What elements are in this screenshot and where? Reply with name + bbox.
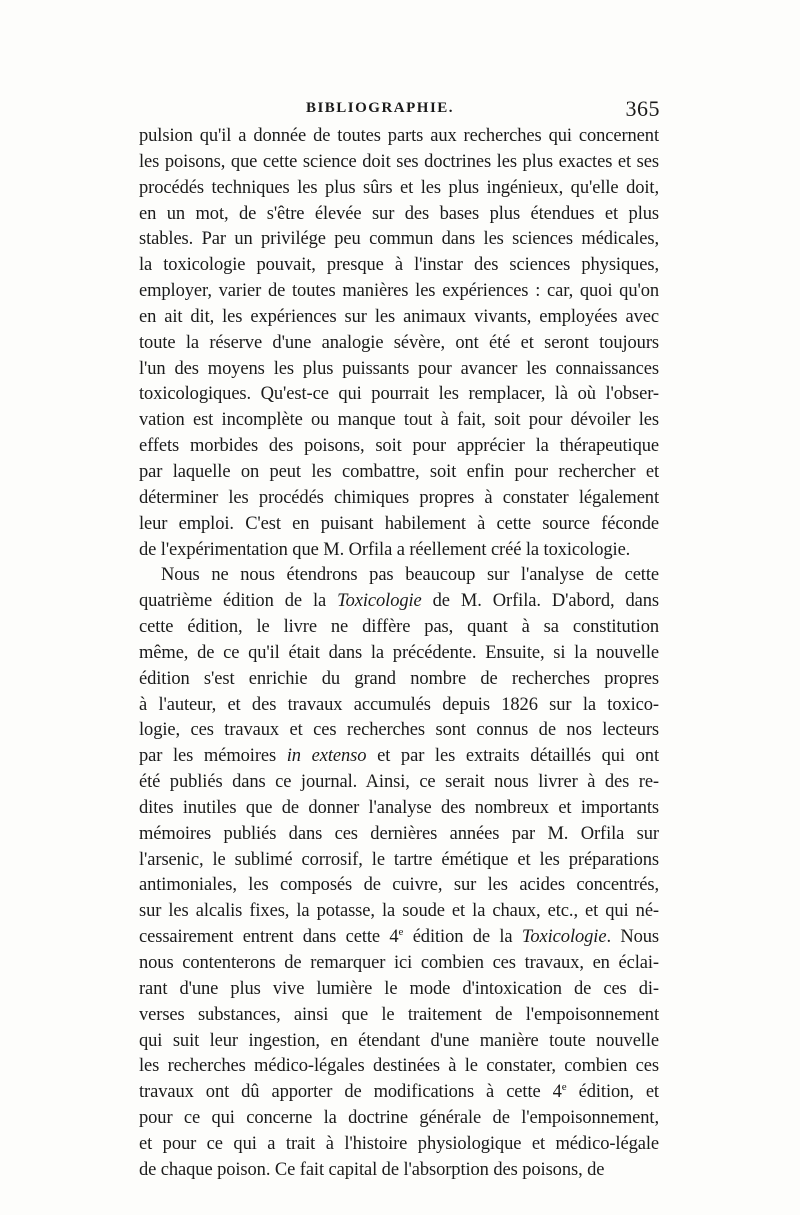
text-run: dites inutiles que de donner l'analyse des nombreux et importants	[139, 797, 659, 818]
text-run: qui suit leur ingestion, en étendant d'une manière toute nouvelle	[139, 1030, 659, 1051]
text-run: pulsion qu'il a donnée de toutes parts aux recherches qui concernent	[139, 126, 659, 146]
text-run: employer, varier de toutes manières les expériences : car, quoi qu'on	[139, 281, 659, 302]
text-line	[139, 253, 659, 279]
text-run: effets morbides des poisons, soit pour apprécier la thérapeutique	[139, 436, 659, 457]
text-run: l'arsenic, le sublimé corrosif, le tartre émétique et les préparations	[139, 849, 659, 870]
text-run: par les mémoires	[139, 746, 287, 767]
text-run: édition, et	[566, 1082, 659, 1103]
text-line	[139, 744, 659, 770]
text-line	[139, 124, 659, 150]
text-run: déterminer les procédés chimiques propres à constater légalement	[139, 487, 659, 508]
text-run: les recherches médico-légales destinées à le constater, combien ces	[139, 1056, 659, 1077]
text-run: et pour ce qui a trait à l'histoire physiologique et médico-légale	[139, 1133, 659, 1154]
text-line	[139, 899, 659, 925]
text-line	[139, 848, 659, 874]
text-run: rant d'une plus vive lumière le mode d'intoxication de ces di-	[139, 978, 659, 999]
text-line	[139, 460, 659, 486]
text-line	[139, 1106, 659, 1132]
text-run: les poisons, que cette science doit ses doctrines les plus exactes et ses	[139, 151, 659, 172]
text-run: édition s'est enrichie du grand nombre de recherches propres	[139, 668, 659, 689]
text-line	[139, 718, 659, 744]
text-line	[139, 563, 659, 589]
text-line	[139, 357, 659, 383]
text-run: logie, ces travaux et ces recherches sont connus de nos lecteurs	[139, 720, 659, 741]
text-line	[139, 202, 659, 228]
text-line	[139, 951, 659, 977]
text-line	[139, 512, 659, 538]
text-run: en un mot, de s'être élevée sur des bases plus étendues et plus	[139, 203, 659, 224]
text-run: cessairement entrent dans cette 4	[139, 927, 399, 948]
text-run: toute la réserve d'une analogie sévère, ont été et seront toujours	[139, 332, 659, 353]
text-line	[139, 408, 659, 434]
text-run: Nous ne nous étendrons pas beaucoup sur l'analyse de cette	[161, 565, 659, 586]
text-line	[139, 150, 659, 176]
italic-text: Toxicologie	[337, 591, 422, 612]
text-run: même, de ce qu'il était dans la précédente. Ensuite, si la nouvelle	[139, 642, 659, 663]
superscript: e	[561, 1081, 567, 1094]
text-run: sur les alcalis fixes, la potasse, la soude et la chaux, etc., et qui né-	[139, 901, 659, 922]
text-line	[139, 305, 659, 331]
text-run: et par les extraits détaillés qui ont	[366, 746, 659, 767]
text-line	[139, 770, 659, 796]
text-run: procédés techniques les plus sûrs et les plus ingénieux, qu'elle doit,	[139, 177, 659, 198]
text-run: été publiés dans ce journal. Ainsi, ce serait nous livrer à des re-	[139, 772, 659, 793]
text-line	[139, 1054, 659, 1080]
text-line	[139, 486, 659, 512]
text-line	[139, 1132, 659, 1158]
page-number: 365	[625, 96, 660, 121]
text-line	[139, 796, 659, 822]
text-run: vation est incomplète ou manque tout à fait, soit pour dévoiler les	[139, 410, 659, 431]
text-line	[139, 1158, 659, 1184]
text-line	[139, 382, 659, 408]
text-run: la toxicologie pouvait, presque à l'instar des sciences physiques,	[139, 255, 659, 276]
text-line	[139, 538, 659, 564]
text-run: de M. Orfila. D'abord, dans	[421, 591, 659, 612]
text-run: leur emploi. C'est en puisant habilement à cette source féconde	[139, 513, 659, 534]
text-run: . Nous	[606, 927, 659, 948]
text-line	[139, 693, 659, 719]
text-run: de chaque poison. Ce fait capital de l'absorption des poisons, de	[139, 1159, 605, 1180]
text-line	[139, 1003, 659, 1029]
body-text	[139, 124, 659, 1184]
text-line	[139, 176, 659, 202]
running-title: BIBLIOGRAPHIE.	[305, 100, 455, 116]
text-run: de l'expérimentation que M. Orfila a réellement créé la toxicologie.	[139, 539, 631, 560]
italic-text: Toxicologie	[521, 927, 607, 948]
text-run: cette édition, le livre ne diffère pas, quant à sa constitution	[139, 617, 659, 638]
text-line	[139, 434, 659, 460]
text-run: par laquelle on peut les combattre, soit enfin pour rechercher et	[139, 461, 659, 482]
text-line	[139, 227, 659, 253]
text-line	[139, 1029, 659, 1055]
text-run: édition de la	[403, 927, 522, 948]
text-line	[139, 331, 659, 357]
text-run: toxicologiques. Qu'est-ce qui pourrait les remplacer, là où l'obser-	[139, 384, 659, 405]
text-run: en ait dit, les expériences sur les animaux vivants, employées avec	[139, 306, 659, 327]
text-run: pour ce qui concerne la doctrine générale de l'empoisonnement,	[139, 1108, 659, 1129]
text-line	[139, 615, 659, 641]
text-line	[139, 279, 659, 305]
text-run: antimoniales, les composés de cuivre, sur les acides concentrés,	[139, 875, 659, 896]
text-run: stables. Par un privilége peu commun dans les sciences médicales,	[139, 229, 659, 250]
text-run: nous contenterons de remarquer ici combien ces travaux, en éclai-	[139, 953, 659, 973]
text-line	[139, 977, 659, 1003]
text-line	[139, 1080, 659, 1106]
text-run: l'un des moyens les plus puissants pour avancer les connaissances	[139, 358, 659, 379]
text-run: mémoires publiés dans ces dernières années par M. Orfila sur	[139, 823, 659, 844]
text-run: à l'auteur, et des travaux accumulés depuis 1826 sur la toxico-	[139, 694, 659, 715]
text-run: travaux ont dû apporter de modifications à cette 4	[139, 1082, 562, 1103]
text-line	[139, 641, 659, 667]
text-line	[139, 873, 659, 899]
page-header	[140, 96, 660, 122]
text-line	[139, 822, 659, 848]
text-line	[139, 925, 659, 951]
italic-text: in extenso	[286, 746, 367, 767]
text-run: quatrième édition de la	[139, 591, 338, 612]
text-run: verses substances, ainsi que le traitement de l'empoisonnement	[139, 1004, 659, 1025]
text-line	[139, 589, 659, 615]
superscript: e	[398, 926, 404, 938]
text-line	[139, 667, 659, 693]
